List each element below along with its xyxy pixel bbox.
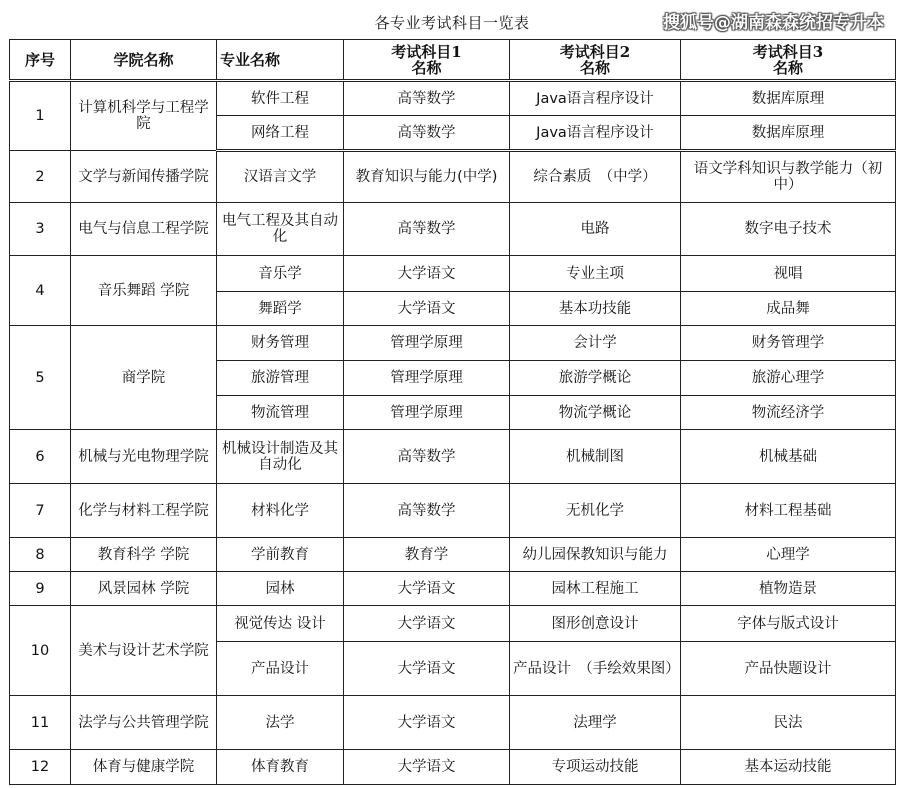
college-cell: 机械与光电物理学院 [71, 430, 217, 484]
subject2-cell: Java语言程序设计 [510, 81, 681, 116]
subject3-cell: 产品快题设计 [681, 642, 896, 696]
subject1-cell: 管理学原理 [344, 396, 510, 430]
major-cell: 舞蹈学 [217, 292, 344, 326]
college-cell: 教育科学 学院 [71, 538, 217, 572]
subject1-cell: 管理学原理 [344, 361, 510, 396]
subject3-cell: 语文学科知识与教学能力（初中） [681, 151, 896, 203]
header-major: 专业名称 [217, 40, 344, 81]
watermark: 搜狐号@湖南森森统招专升本 [663, 13, 884, 33]
subject1-cell: 高等数学 [344, 484, 510, 538]
subject1-cell: 高等数学 [344, 116, 510, 151]
subject3-cell: 基本运动技能 [681, 750, 896, 785]
subject2-cell: 图形创意设计 [510, 606, 681, 642]
header-college: 学院名称 [71, 40, 217, 81]
subject2-cell: 电路 [510, 203, 681, 256]
major-cell: 电气工程及其自动化 [217, 203, 344, 256]
major-cell: 音乐学 [217, 256, 344, 292]
subject3-cell: 字体与版式设计 [681, 606, 896, 642]
subject1-cell: 大学语文 [344, 606, 510, 642]
college-cell: 美术与设计艺术学院 [71, 606, 217, 696]
subject2-cell: 专项运动技能 [510, 750, 681, 785]
table-row [10, 430, 896, 484]
subject3-cell: 数据库原理 [681, 116, 896, 151]
subject3-cell: 植物造景 [681, 572, 896, 606]
subject2-cell: 幼儿园保教知识与能力 [510, 538, 681, 572]
major-cell: 学前教育 [217, 538, 344, 572]
subject3-cell: 心理学 [681, 538, 896, 572]
major-cell: 体育教育 [217, 750, 344, 785]
table-row [10, 538, 896, 572]
subject2-cell: 会计学 [510, 326, 681, 361]
subject1-cell: 大学语文 [344, 642, 510, 696]
index-cell: 9 [10, 572, 71, 606]
subject3-cell: 财务管理学 [681, 326, 896, 361]
subject1-cell: 高等数学 [344, 430, 510, 484]
college-cell: 音乐舞蹈 学院 [71, 256, 217, 326]
index-cell: 10 [10, 606, 71, 696]
table-row [10, 256, 896, 292]
index-cell: 6 [10, 430, 71, 484]
table-row [10, 572, 896, 606]
header-subject2: 考试科目2 名称 [510, 40, 681, 81]
table-row [10, 151, 896, 203]
college-cell: 化学与材料工程学院 [71, 484, 217, 538]
college-cell: 法学与公共管理学院 [71, 696, 217, 750]
index-cell: 4 [10, 256, 71, 326]
major-cell: 园林 [217, 572, 344, 606]
college-cell: 计算机科学与工程学院 [71, 81, 217, 151]
subject1-cell: 大学语文 [344, 256, 510, 292]
subject3-cell: 物流经济学 [681, 396, 896, 430]
table-row [10, 203, 896, 256]
header-row [10, 40, 896, 81]
table-row [10, 81, 896, 116]
table-caption: 各专业考试科目一览表 [374, 14, 530, 32]
index-cell: 11 [10, 696, 71, 750]
subject3-cell: 数字电子技术 [681, 203, 896, 256]
subject3-cell: 旅游心理学 [681, 361, 896, 396]
major-cell: 机械设计制造及其 自动化 [217, 430, 344, 484]
subject1-cell: 大学语文 [344, 696, 510, 750]
subject3-cell: 视唱 [681, 256, 896, 292]
major-cell: 物流管理 [217, 396, 344, 430]
header-subject1: 考试科目1 名称 [344, 40, 510, 81]
subject2-cell: 机械制图 [510, 430, 681, 484]
subject3-cell: 民法 [681, 696, 896, 750]
subject2-cell: 专业主项 [510, 256, 681, 292]
major-cell: 视觉传达 设计 [217, 606, 344, 642]
subject2-cell: Java语言程序设计 [510, 116, 681, 151]
subject3-cell: 成品舞 [681, 292, 896, 326]
college-cell: 体育与健康学院 [71, 750, 217, 785]
college-cell: 电气与信息工程学院 [71, 203, 217, 256]
college-cell: 风景园林 学院 [71, 572, 217, 606]
subject1-cell: 大学语文 [344, 572, 510, 606]
subject2-cell: 综合素质 （中学） [510, 151, 681, 203]
table-body [10, 81, 896, 785]
subject1-cell: 大学语文 [344, 292, 510, 326]
subject1-cell: 教育学 [344, 538, 510, 572]
subject2-cell: 旅游学概论 [510, 361, 681, 396]
major-cell: 软件工程 [217, 81, 344, 116]
subject1-cell: 高等数学 [344, 203, 510, 256]
subject3-cell: 数据库原理 [681, 81, 896, 116]
index-cell: 1 [10, 81, 71, 151]
major-cell: 汉语言文学 [217, 151, 344, 203]
subject1-cell: 教育知识与能力(中学) [344, 151, 510, 203]
college-cell: 文学与新闻传播学院 [71, 151, 217, 203]
major-cell: 法学 [217, 696, 344, 750]
subject1-cell: 管理学原理 [344, 326, 510, 361]
subject1-cell: 高等数学 [344, 81, 510, 116]
subject2-cell: 园林工程施工 [510, 572, 681, 606]
index-cell: 8 [10, 538, 71, 572]
header-subject3: 考试科目3 名称 [681, 40, 896, 81]
subject2-cell: 基本功技能 [510, 292, 681, 326]
major-cell: 网络工程 [217, 116, 344, 151]
subject2-cell: 物流学概论 [510, 396, 681, 430]
table-row [10, 484, 896, 538]
subject1-cell: 大学语文 [344, 750, 510, 785]
subject2-cell: 法理学 [510, 696, 681, 750]
index-cell: 12 [10, 750, 71, 785]
index-cell: 7 [10, 484, 71, 538]
subject3-cell: 机械基础 [681, 430, 896, 484]
table-row [10, 750, 896, 785]
major-cell: 旅游管理 [217, 361, 344, 396]
subject2-cell: 无机化学 [510, 484, 681, 538]
major-cell: 财务管理 [217, 326, 344, 361]
index-cell: 3 [10, 203, 71, 256]
index-cell: 2 [10, 151, 71, 203]
subject2-cell: 产品设计 （手绘效果图） [510, 642, 681, 696]
college-cell: 商学院 [71, 326, 217, 430]
header-index: 序号 [10, 40, 71, 81]
table-row [10, 326, 896, 361]
exam-subjects-table [9, 39, 896, 785]
index-cell: 5 [10, 326, 71, 430]
table-row [10, 606, 896, 642]
table-row [10, 696, 896, 750]
subject3-cell: 材料工程基础 [681, 484, 896, 538]
major-cell: 产品设计 [217, 642, 344, 696]
major-cell: 材料化学 [217, 484, 344, 538]
